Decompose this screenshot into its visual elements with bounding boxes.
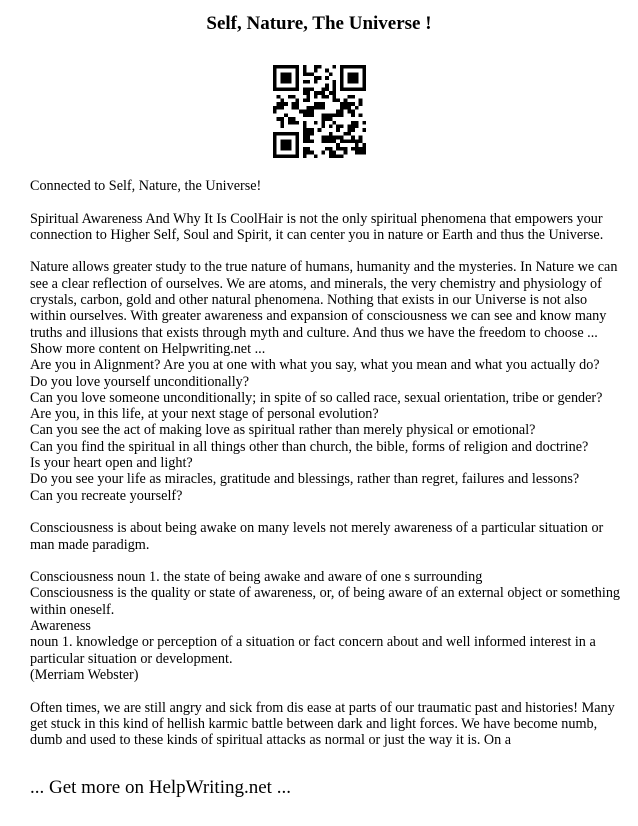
definition-line: Consciousness noun 1. the state of being awake and aware of one s surrounding [30,569,483,586]
get-more-link[interactable]: ... Get more on HelpWriting.net ... [30,777,291,798]
definition-source: (Merriam Webster) [30,666,139,683]
question-line: Is your heart open and light? [30,455,193,472]
question-line: Are you in Alignment? Are you at one with what you say, what you mean and what you actually do? [30,357,600,374]
question-line: Can you find the spiritual in all things other than church, the bible, forms of religion and doctrine? [30,438,589,455]
nature-paragraph: Nature allows greater study to the true nature of humans, humanity and the mysteries. In Nature we can see a clear reflection of ourselves. We are atoms, and minerals, the very chemistry and physiology of crystals, carbon, gold and other natural phenomena. Nothing that exists in our Universe is not also within ourselves. With greater awareness and expansion of consciousness we can see and know many truths and illusions that exists through myth and culture. And thus we have the freedom to choose ... [30,259,618,341]
question-line: Can you recreate yourself? [30,487,183,504]
definition-line: noun 1. knowledge or perception of a situation or fact concern about and well informed interest in a particular situation or development. [30,634,596,667]
definition-line: Consciousness is the quality or state of awareness, or, of being aware of an external object or something within oneself. [30,585,621,618]
question-line: Do you see your life as miracles, gratitude and blessings, rather than regret, failures and lessons? [30,471,580,488]
awareness-paragraph: Spiritual Awareness And Why It Is CoolHair is not the only spiritual phenomena that empowers your connection to Higher Self, Soul and Spirit, it can center you in nature or Earth and thus the Universe. [30,210,604,243]
question-line: Do you love yourself unconditionally? [30,373,250,390]
question-line: Can you love someone unconditionally; in spite of so called race, sexual orientation, tribe or gender? [30,389,603,406]
page-title: Self, Nature, The Universe ! [206,13,432,34]
question-line: Are you, in this life, at your next stage of personal evolution? [30,406,379,423]
intro-paragraph: Connected to Self, Nature, the Universe! [30,178,262,194]
qr-code-icon [273,65,366,158]
show-more-link[interactable]: Show more content on Helpwriting.net ... [30,340,266,357]
consciousness-paragraph: Consciousness is about being awake on many levels not merely awareness of a particular situation or man made paradigm. [30,520,604,553]
document-body [30,178,620,765]
question-line: Can you see the act of making love as spiritual rather than merely physical or emotional? [30,422,536,439]
closing-paragraph: Often times, we are still angry and sick from dis ease at parts of our traumatic past and histories! Many get stuck in this kind of hellish karmic battle between dark and light forces. We have become numb, dumb and used to these kinds of spiritual attacks as normal or just the way it is. On a [30,699,615,749]
definition-line: Awareness [30,618,91,635]
